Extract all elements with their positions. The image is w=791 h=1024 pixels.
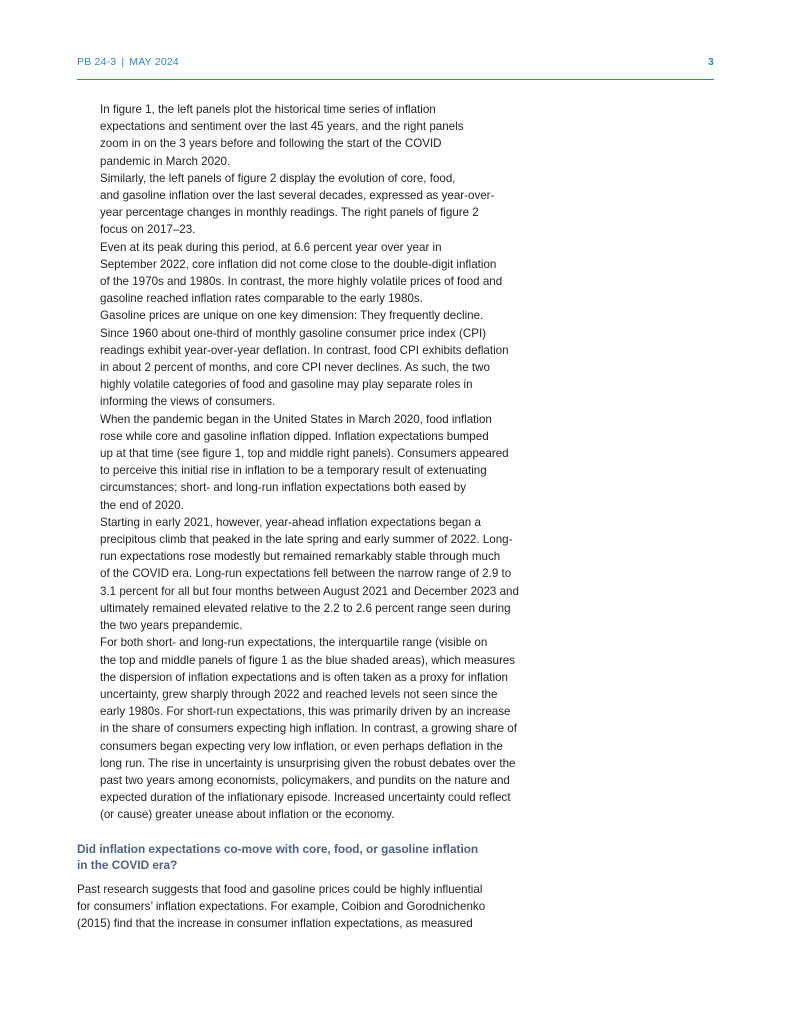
paragraph-line: zoom in on the 3 years before and following the start of the COVID [100,137,442,151]
paragraph-line: precipitous climb that peaked in the late spring and early summer of 2022. Long- [100,533,513,547]
paragraph-line: informing the views of consumers. [100,395,276,409]
paragraph-line: the end of 2020. [100,498,184,512]
paragraph-line: focus on 2017–23. [100,223,196,237]
paragraph-line: for consumers’ inflation expectations. For example, Coibion and Gorodnichenko [77,899,486,913]
closing-paragraph [77,881,587,933]
body-paragraphs [77,101,587,824]
body-paragraph [77,101,587,170]
body-paragraph [77,239,587,308]
heading-line: in the COVID era? [77,857,178,872]
body-paragraph [77,170,587,239]
paragraph-line: past two years among economists, policymakers, and pundits on the nature and [100,773,510,787]
paragraph-line: year percentage changes in monthly readings. The right panels of figure 2 [100,206,479,220]
doc-date: MAY 2024 [129,56,179,68]
paragraph-line: expected duration of the inflationary episode. Increased uncertainty could reflect [100,791,511,805]
paragraph-line: highly volatile categories of food and gasoline may play separate roles in [100,378,473,392]
paragraph-line: in the share of consumers expecting high inflation. In contrast, a growing share of [100,722,517,736]
paragraph-line: Similarly, the left panels of figure 2 display the evolution of core, food, [100,171,456,185]
paragraph-line: gasoline reached inflation rates comparable to the early 1980s. [100,292,423,306]
paragraph-line: When the pandemic began in the United States in March 2020, food inflation [100,412,492,426]
paragraph-line: (2015) find that the increase in consumer inflation expectations, as measured [77,916,473,930]
paragraph-line: readings exhibit year-over-year deflation. In contrast, food CPI exhibits deflation [100,343,509,357]
body-paragraph [77,634,587,823]
paragraph-line: of the COVID era. Long-run expectations fell between the narrow range of 2.9 to [100,567,512,581]
body-paragraph [77,307,587,410]
paragraph-line: pandemic in March 2020. [100,154,231,168]
paragraph-line: For both short- and long-run expectations, the interquartile range (visible on [100,636,488,650]
paragraph-line: (or cause) greater unease about inflation or the economy. [100,808,395,822]
paragraph-line: Past research suggests that food and gasoline prices could be highly influential [77,882,483,896]
page-body [77,101,587,932]
paragraph-line: In figure 1, the left panels plot the historical time series of inflation [100,103,436,116]
paragraph-line: September 2022, core inflation did not come close to the double-digit inflation [100,257,497,271]
header-separator: | [121,56,125,68]
paragraph-line: 3.1 percent for all but four months between August 2021 and December 2023 and [100,584,519,598]
body-paragraph [77,411,587,514]
paragraph-line: Gasoline prices are unique on one key dimension: They frequently decline. [100,309,484,323]
paragraph-line: uncertainty, grew sharply through 2022 and reached levels not seen since the [100,687,498,701]
paragraph-line: consumers began expecting very low inflation, or even perhaps deflation in the [100,739,503,753]
heading-line: Did inflation expectations co-move with core, food, or gasoline inflation [77,841,479,856]
paragraph-line: ultimately remained elevated relative to the 2.2 to 2.6 percent range seen during [100,601,511,615]
paragraph-line: early 1980s. For short-run expectations, this was primarily driven by an increase [100,705,511,719]
header-doc-info [77,56,179,68]
body-paragraph [77,514,587,634]
paragraph-line: up at that time (see figure 1, top and middle right panels). Consumers appeared [100,447,509,461]
paragraph-line: to perceive this initial rise in inflation to be a temporary result of extenuating [100,464,487,478]
paragraph-line: long run. The rise in uncertainty is unsurprising given the robust debates over the [100,756,516,770]
paragraph-line: of the 1970s and 1980s. In contrast, the more highly volatile prices of food and [100,275,503,289]
paragraph-line: run expectations rose modestly but remained remarkably stable through much [100,550,501,564]
paragraph-line: Since 1960 about one-third of monthly gasoline consumer price index (CPI) [100,326,487,340]
paragraph-line: the dispersion of inflation expectations and is often taken as a proxy for inflation [100,670,508,684]
paragraph-line: expectations and sentiment over the last 45 years, and the right panels [100,120,464,134]
page-header [77,55,714,80]
paragraph-line: Starting in early 2021, however, year-ahead inflation expectations began a [100,515,481,529]
paragraph-line: the top and middle panels of figure 1 as the blue shaded areas), which measures [100,653,516,667]
page-number: 3 [707,56,714,68]
doc-id: PB 24-3 [77,56,117,68]
paragraph-line: in about 2 percent of months, and core CPI never declines. As such, the two [100,361,490,375]
paragraph-line: circumstances; short- and long-run inflation expectations both eased by [100,481,467,495]
paragraph-line: rose while core and gasoline inflation dipped. Inflation expectations bumped [100,429,489,443]
paragraph-line: the two years prepandemic. [100,619,243,633]
section-heading [77,841,587,873]
paragraph-line: and gasoline inflation over the last several decades, expressed as year-over- [100,189,495,203]
paragraph-line: Even at its peak during this period, at 6.6 percent year over year in [100,240,442,254]
